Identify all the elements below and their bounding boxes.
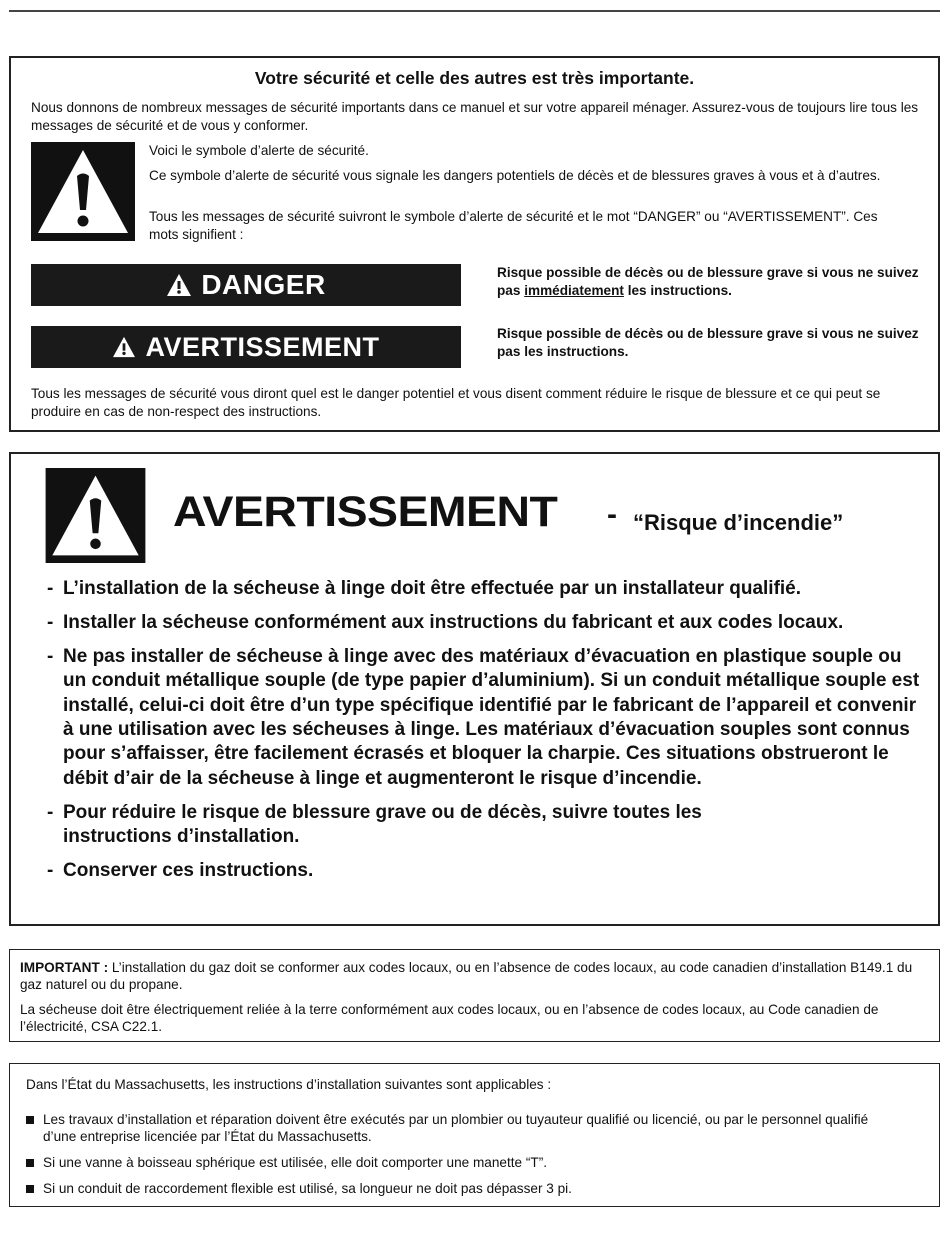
top-rule — [9, 10, 940, 12]
warning-banner — [31, 326, 461, 368]
signal-words-text: Tous les messages de sécurité suivront le symbole d’alerte de sécurité et le mot “DANGER” ou “AVERTISSEMENT”. Ces mots signifient : — [149, 209, 878, 242]
danger-alert-icon — [166, 273, 192, 297]
important-electric-text: La sécheuse doit être électriquement reliée à la terre conformément aux codes locaux, ou en l’absence de codes locaux, au Code canadien de l’électricité, CSA C22.1. — [20, 1002, 879, 1034]
fire-warning-title: AVERTISSEMENT — [173, 488, 558, 536]
list-item: - Conserver ces instructions. — [47, 859, 927, 883]
massachusetts-list — [26, 1111, 896, 1206]
fire-warning-icon — [45, 468, 146, 563]
safety-intro-text: Nous donnons de nombreux messages de sécurité importants dans ce manuel et sur votre appareil ménager. Assurez-vous de toujours lire tous les messages de sécurité et de vous y conformer. — [31, 100, 919, 133]
important-gas-body: L’installation du gaz doit se conformer aux codes locaux, ou en l’absence de codes locaux, au code canadien d’installation B149.1 du gaz naturel ou du propane. — [20, 960, 913, 992]
list-item: Les travaux d’installation et réparation doivent être exécutés par un plombier ou tuyauteur qualifié ou licencié, ou par le personnel qualifié d’une entreprise licenciée par l’État du Massachusetts. — [26, 1111, 896, 1145]
safety-title: Votre sécurité et celle des autres est très importante. — [254, 68, 695, 88]
list-item: - Ne pas installer de sécheuse à linge avec des matériaux d’évacuation en plastique souple ou un conduit métallique souple (de type papier d’aluminium). Si un conduit métallique souple est installé, celui-ci doit être d’un type spécifique identifié par le fabricant de l’appareil et convenir à une utilisation avec les sécheuses à linge. Les matériaux d’évacuation souples sont connus pour s’affaisser, être facilement écrasés et bloquer la charpie. Ces situations obstrueront le débit d’air de la sécheuse à linge et augmenteront le risque d’incendie. — [47, 645, 927, 791]
important-label: IMPORTANT : — [20, 960, 109, 975]
symbol-definition-text: Voici le symbole d’alerte de sécurité. — [149, 143, 369, 158]
list-item: - L’installation de la sécheuse à linge doit être effectuée par un installateur qualifié. — [47, 577, 927, 601]
danger-banner — [31, 264, 461, 306]
warning-description: Risque possible de décès ou de blessure grave si vous ne suivez pas les instructions. — [497, 326, 919, 359]
warning-alert-icon — [112, 336, 136, 358]
list-item: - Pour réduire le risque de blessure grave ou de décès, suivre toutes les instructions d’installation. — [47, 801, 737, 850]
massachusetts-lead: Dans l’État du Massachusetts, les instructions d’installation suivantes sont applicables : — [26, 1077, 552, 1092]
title-separator: - — [607, 498, 617, 531]
fire-warning-list — [47, 577, 927, 893]
safety-footer-text: Tous les messages de sécurité vous diront quel est le danger potentiel et vous disent comment réduire le risque de blessure et ce qui peut se produire en cas de non-respect des instructions. — [31, 386, 881, 419]
danger-desc-part: les instructions. — [623, 283, 732, 298]
fire-warning-box — [9, 452, 940, 926]
fire-warning-subtitle: “Risque d’incendie” — [633, 510, 844, 535]
safety-alert-icon — [31, 142, 135, 241]
danger-desc-part: Risque possible de décès ou de blessure grave si vous ne suivez pas — [497, 265, 919, 298]
important-gas-text — [20, 960, 930, 993]
important-box — [9, 949, 940, 1042]
danger-description — [497, 264, 922, 300]
safety-intro-box — [9, 56, 940, 432]
danger-desc-emphasis: immédiatement — [524, 283, 624, 298]
list-item: Si une vanne à boisseau sphérique est utilisée, elle doit comporter une manette “T”. — [26, 1154, 896, 1171]
list-item: - Installer la sécheuse conformément aux instructions du fabricant et aux codes locaux. — [47, 611, 927, 635]
massachusetts-box — [9, 1063, 940, 1207]
symbol-meaning-text: Ce symbole d’alerte de sécurité vous signale les dangers potentiels de décès et de blessures graves à vous et à d’autres. — [149, 168, 881, 183]
warning-label: AVERTISSEMENT — [145, 331, 380, 362]
danger-label: DANGER — [201, 269, 326, 300]
list-item: Si un conduit de raccordement flexible est utilisé, sa longueur ne doit pas dépasser 3 pi. — [26, 1180, 896, 1197]
